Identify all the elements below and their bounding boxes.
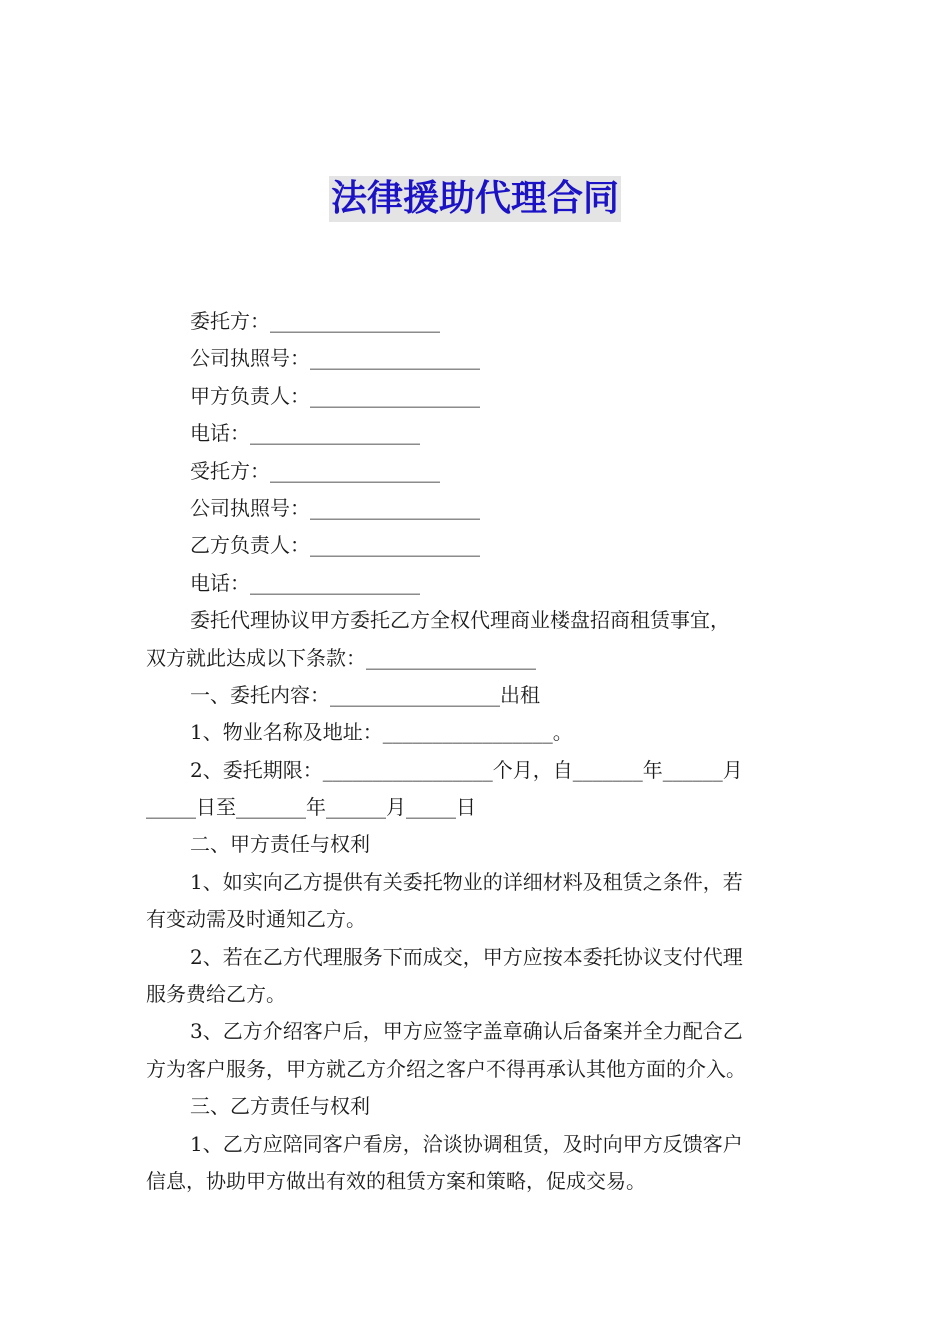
document-body: [146, 303, 806, 1200]
body-line: 公司执照号：_________________: [190, 346, 480, 371]
body-line: 公司执照号：_________________: [190, 495, 480, 520]
body-line: 电话：_________________: [190, 570, 420, 595]
body-line: 三、乙方责任与权利: [190, 1094, 370, 1119]
body-line: 委托代理协议甲方委托乙方全权代理商业楼盘招商租赁事宜，: [190, 608, 730, 633]
body-line: 有变动需及时通知乙方。: [146, 907, 366, 932]
body-line: 乙方负责人：_________________: [190, 533, 480, 558]
body-line: 1、物业名称及地址：_________________。: [190, 720, 573, 745]
body-line: 信息，协助甲方做出有效的租赁方案和策略，促成交易。: [146, 1168, 646, 1193]
body-line: _____日至_______年______月_____日: [146, 795, 476, 820]
body-line: 2、委托期限：_________________个月，自_______年______月: [190, 757, 743, 782]
body-line: 受托方：_________________: [190, 458, 440, 483]
title-container: [0, 176, 950, 222]
body-line: 服务费给乙方。: [146, 982, 286, 1007]
body-line: 双方就此达成以下条款：_________________: [146, 645, 536, 670]
body-line: 电话：_________________: [190, 421, 420, 446]
body-line: 1、乙方应陪同客户看房，洽谈协调租赁，及时向甲方反馈客户: [190, 1131, 743, 1156]
body-line: 方为客户服务，甲方就乙方介绍之客户不得再承认其他方面的介入。: [146, 1056, 746, 1081]
body-line: 二、甲方责任与权利: [190, 832, 370, 857]
body-line: 委托方：_________________: [190, 309, 440, 333]
body-line: 一、委托内容：_________________出租: [190, 682, 540, 707]
body-line: 2、若在乙方代理服务下而成交，甲方应按本委托协议支付代理: [190, 944, 743, 969]
body-line: 3、乙方介绍客户后，甲方应签字盖章确认后备案并全力配合乙: [190, 1019, 743, 1044]
body-line: 1、如实向乙方提供有关委托物业的详细材料及租赁之条件，若: [190, 869, 743, 894]
document-title: 法律援助代理合同: [329, 176, 621, 222]
body-line: 甲方负责人：_________________: [190, 383, 480, 408]
